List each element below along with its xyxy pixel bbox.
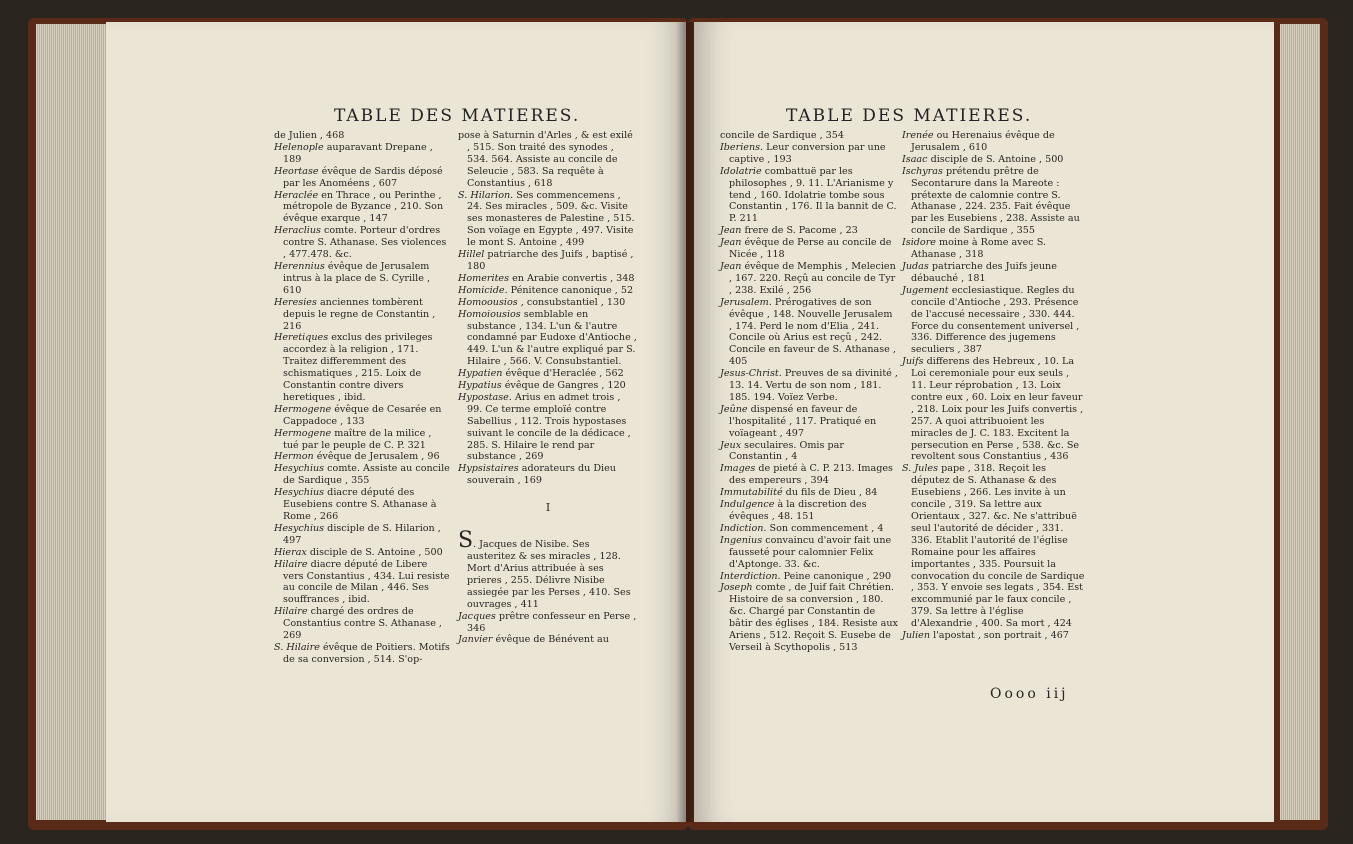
index-entry-term: S. Hilarion. bbox=[458, 189, 514, 201]
index-entry-term: Heraclée bbox=[274, 189, 319, 201]
index-entry bbox=[458, 273, 638, 285]
index-entry bbox=[274, 451, 450, 463]
index-entry-text: comte. Assiste au concile de Sardique , 355 bbox=[283, 463, 450, 487]
index-entry bbox=[720, 237, 898, 261]
index-entry-text: maître de la milice , tué par le peuple de C. P. 321 bbox=[283, 427, 432, 451]
index-entry bbox=[458, 190, 638, 250]
index-entry bbox=[274, 404, 450, 428]
index-entry bbox=[458, 528, 638, 611]
index-entry bbox=[902, 463, 1086, 630]
index-entry-term: Ischyras bbox=[902, 165, 943, 177]
open-book bbox=[28, 14, 1328, 834]
index-entry bbox=[458, 463, 638, 487]
index-entry bbox=[720, 571, 898, 583]
index-entry-text: patriarche des Juifs jeune débauché , 181 bbox=[911, 260, 1057, 284]
index-entry bbox=[274, 487, 450, 523]
index-entry-text: seculaires. Omis par Constantin , 4 bbox=[729, 439, 844, 463]
index-entry-text: exclus des privileges accordez à la religion , 171. Traitez differemment des schismatiques , 215. Loix de Constantin contre divers heretiques , ibid. bbox=[283, 332, 433, 403]
index-entry-term: Juifs bbox=[902, 356, 924, 368]
index-entry-text: Son commencement , 4 bbox=[766, 522, 884, 534]
index-entry-term: Isidore bbox=[902, 237, 936, 249]
index-entry-term: Jeûne bbox=[720, 403, 748, 415]
index-entry-text: ou Herenaius évêque de Jerusalem , 610 bbox=[911, 130, 1055, 153]
index-entry-text: frere de S. Pacome , 23 bbox=[741, 225, 858, 237]
index-entry bbox=[720, 130, 898, 142]
index-entry-text: diacre député de Libere vers Constantius , 434. Lui resiste au concile de Milan , 446. Ses souffrances , ibid. bbox=[283, 558, 450, 606]
index-entry-text: comte. Porteur d'ordres contre S. Athanase. Ses violences , 477.478. &c. bbox=[283, 225, 447, 261]
index-entry-term: Idolatrie bbox=[720, 165, 762, 177]
index-entry-text: disciple de S. Antoine , 500 bbox=[306, 546, 443, 558]
index-entry-term: Ingenius bbox=[720, 534, 763, 546]
index-entry-text: concile de Sardique , 354 bbox=[720, 130, 844, 141]
index-entry bbox=[458, 297, 638, 309]
index-entry-term: Hypatius bbox=[458, 380, 502, 392]
left-index-column-1 bbox=[274, 130, 450, 666]
index-entry-term: S. Jules bbox=[902, 463, 939, 475]
index-entry bbox=[720, 440, 898, 464]
index-section-letter: I bbox=[545, 501, 551, 515]
right-index-column-2 bbox=[902, 130, 1086, 642]
index-entry-text: diacre député des Eusebiens contre S. Athanase à Rome , 266 bbox=[283, 487, 437, 522]
left-index-column-2 bbox=[458, 130, 638, 646]
index-entry bbox=[458, 392, 638, 463]
index-entry bbox=[458, 130, 638, 190]
index-entry bbox=[902, 154, 1086, 166]
index-entry-text: . Jacques de Nisibe. Ses austeritez & ses miracles , 128. Mort d'Arius attribuée à ses prieres , 255. Délivre Nisibe assiegée par les Perses , 410. Ses ouvrages , 411 bbox=[467, 539, 631, 610]
index-entry bbox=[902, 237, 1086, 261]
index-entry bbox=[274, 166, 450, 190]
index-entry bbox=[274, 642, 450, 666]
page-signature: Oooo iij bbox=[990, 686, 1069, 702]
index-entry bbox=[458, 634, 638, 646]
index-entry-term: Jacques bbox=[458, 610, 496, 622]
index-entry bbox=[902, 166, 1086, 237]
index-entry-term: Hillel bbox=[458, 249, 485, 261]
index-entry-text: Pénitence canonique , 52 bbox=[507, 284, 634, 296]
index-entry-term: Hilaire bbox=[274, 606, 308, 618]
index-entry-term: Immutabilité bbox=[720, 487, 783, 499]
index-entry bbox=[274, 332, 450, 403]
index-entry-term: Irenée bbox=[902, 130, 934, 141]
index-entry bbox=[720, 523, 898, 535]
index-entry-term: Jean bbox=[720, 260, 742, 272]
index-entry bbox=[902, 356, 1086, 463]
index-entry-term: Hesychius bbox=[274, 463, 325, 475]
index-entry-text: l'apostat , son portrait , 467 bbox=[930, 630, 1069, 642]
index-entry bbox=[720, 463, 898, 487]
index-entry bbox=[720, 582, 898, 653]
index-entry bbox=[720, 142, 898, 166]
index-entry bbox=[902, 285, 1086, 356]
index-entry-text: comte , de Juif fait Chrétien. Histoire de sa conversion , 180. &c. Chargé par Constantin de bâtir des églises , 184. Resiste aux Ariens , 512. Reçoit S. Eusebe de Verseil à Scythopolis , 513 bbox=[729, 582, 898, 653]
index-entry-text: pape , 318. Reçoit les députez de S. Athanase & des Eusebiens , 266. Les invite à un concile , 319. Sa lettre aux Orientaux , 327. &c. Ne s'attribuë seul l'autorité de décider , 331. 336. Etablit l'autorité de l'église Romaine pour les affaires importantes , 335. Poursuit la convocation du concile de Sardique , 353. Y envoie ses legats , 354. Est excommunié par le faux concile , 379. Sa lettre à l'église d'Alexandrie , 400. Sa mort , 424 bbox=[911, 463, 1085, 630]
index-entry-term: Hermon bbox=[274, 451, 314, 463]
index-entry bbox=[274, 225, 450, 261]
index-entry-text: prétendu prêtre de Secontarure dans la Mareote : prétexte de calomnie contre S. Athanase , 224. 235. Fait évêque par les Eusebiens , 238. Assiste au concile de Sardique , 355 bbox=[911, 165, 1080, 237]
index-entry-term: Jean bbox=[720, 237, 742, 249]
index-entry-text: évêque de Memphis , Melecien , 167. 220. Reçû au concile de Tyr , 238. Exilé , 256 bbox=[729, 260, 896, 296]
index-entry-text: Preuves de sa divinité , 13. 14. Vertu de son nom , 181. 185. 194. Voïez Verbe. bbox=[729, 368, 898, 403]
index-entry-term: Indiction. bbox=[720, 522, 767, 534]
index-entry-text: à la discretion des évêques , 48. 151 bbox=[729, 499, 867, 522]
index-entry-term: Jean bbox=[720, 225, 742, 237]
index-entry-text: évêque d'Heraclée , 562 bbox=[502, 368, 624, 380]
index-entry-text: combattuë par les philosophes , 9. 11. L'Arianisme y tend , 160. Idolatrie tombe sous Constantin , 176. Il la bannit de C. P. 211 bbox=[729, 165, 897, 225]
index-entry-term: Homerites bbox=[458, 272, 510, 284]
index-entry-term: Hesychius bbox=[274, 487, 325, 499]
index-entry-term: Jugement bbox=[902, 284, 949, 296]
index-entry-text: dispensé en faveur de l'hospitalité , 117. Pratiqué en voïageant , 497 bbox=[729, 403, 877, 439]
index-entry-text: évêque de Sardis déposé par les Anoméens , 607 bbox=[283, 165, 443, 189]
index-entry bbox=[720, 487, 898, 499]
index-entry-text: Ses commencemens , 24. Ses miracles , 509. &c. Visite ses monasteres de Palestine , 515. Son voïage en Egypte , 497. Visite le mont S. Antoine , 499 bbox=[467, 189, 635, 249]
index-entry-text: disciple de S. Antoine , 500 bbox=[927, 153, 1064, 165]
index-entry bbox=[274, 190, 450, 226]
index-entry-term: Heresies bbox=[274, 296, 317, 308]
index-entry-term: Isaac bbox=[902, 153, 928, 165]
index-entry-term: Joseph bbox=[720, 582, 753, 594]
index-entry-term: Jeux bbox=[720, 439, 742, 451]
index-entry-text: en Arabie convertis , 348 bbox=[509, 272, 635, 284]
index-entry bbox=[458, 249, 638, 273]
index-entry-term: Interdiction. bbox=[720, 570, 781, 582]
index-entry bbox=[274, 547, 450, 559]
index-entry bbox=[720, 368, 898, 404]
index-entry bbox=[458, 380, 638, 392]
index-entry bbox=[720, 166, 898, 226]
index-entry-text: patriarche des Juifs , baptisé , 180 bbox=[467, 249, 634, 272]
index-entry-text: évêque de Perse au concile de Nicée , 118 bbox=[729, 237, 892, 261]
index-entry-text: ecclesiastique. Regles du concile d'Antioche , 293. Présence de l'accusé necessaire , 330. 444. Force du consentement universel , 336. Difference des jugemens seculiers , 387 bbox=[911, 284, 1080, 356]
index-entry-term: Heortase bbox=[274, 165, 319, 177]
index-entry bbox=[274, 463, 450, 487]
index-entry-text: Arius en admet trois , 99. Ce terme emploïé contre Sabellius , 112. Trois hypostases suivant le concile de la dédicace , 285. S. Hilaire le rend par substance , 269 bbox=[467, 391, 631, 463]
index-entry-text: differens des Hebreux , 10. La Loi ceremoniale pour eux seuls , 11. Leur réprobation , 13. Loix contre eux , 60. Loix en leur faveur , 218. Loix pour les Juifs convertis , 257. A quoi attribuoient les miracles de J. C. 183. Excitent la persecution en Perse , 538. &c. Se revoltent sous Constantius , 436 bbox=[911, 356, 1084, 463]
right-index-column-1 bbox=[720, 130, 898, 654]
left-page bbox=[106, 22, 686, 822]
index-entry-text: moine à Rome avec S. Athanase , 318 bbox=[911, 237, 1046, 261]
index-entry-term: Julien bbox=[902, 630, 931, 642]
index-entry-text: anciennes tombèrent depuis le regne de Constantin , 216 bbox=[283, 296, 436, 332]
index-entry bbox=[720, 225, 898, 237]
index-entry-term: S bbox=[458, 528, 474, 554]
index-entry bbox=[274, 261, 450, 297]
index-entry-term: Jerusalem. bbox=[720, 296, 772, 308]
index-entry bbox=[902, 130, 1086, 154]
index-entry-text: évêque de Jerusalem intrus à la place de S. Cyrille , 610 bbox=[283, 260, 431, 296]
index-entry bbox=[720, 297, 898, 368]
index-entry bbox=[720, 535, 898, 571]
index-entry bbox=[274, 297, 450, 333]
index-entry-text: évêque de Gangres , 120 bbox=[501, 380, 626, 392]
index-entry-term: Hermogene bbox=[274, 427, 332, 439]
index-entry bbox=[274, 428, 450, 452]
right-page bbox=[694, 22, 1274, 822]
index-entry-text: Peine canonique , 290 bbox=[780, 570, 892, 582]
index-entry bbox=[274, 523, 450, 547]
index-entry-text: évêque de Bénévent au bbox=[492, 634, 609, 646]
index-entry-text: évêque de Poitiers. Motifs de sa conversion , 514. S'op- bbox=[283, 641, 450, 665]
index-entry-term: Judas bbox=[902, 260, 929, 272]
index-entry-term: Hesychius bbox=[274, 522, 325, 534]
index-entry-term: Hilaire bbox=[274, 558, 308, 570]
index-entry-text: adorateurs du Dieu souverain , 169 bbox=[467, 463, 616, 487]
index-entry-term: Images bbox=[720, 463, 756, 475]
index-entry bbox=[720, 261, 898, 297]
index-entry-text: pose à Saturnin d'Arles , & est exilé , 515. Son traité des synodes , 534. 564. Assiste au concile de Seleucie , 583. Sa requête à Constantius , 618 bbox=[458, 130, 633, 189]
index-entry-text: en Thrace , ou Perinthe , métropole de Byzance , 210. Son évêque exarque , 147 bbox=[283, 189, 444, 225]
index-entry-term: Hierax bbox=[274, 546, 307, 558]
index-entry-term: Hypsistaires bbox=[458, 463, 519, 475]
index-entry bbox=[902, 630, 1086, 642]
index-entry-term: Jesus-Christ. bbox=[720, 368, 782, 380]
index-entry bbox=[458, 285, 638, 297]
index-entry-term: Homoiousios bbox=[458, 308, 521, 320]
index-entry-term: Hypostase. bbox=[458, 391, 512, 403]
index-entry-text: de pieté à C. P. 213. Images des empereurs , 394 bbox=[729, 463, 893, 487]
index-entry-term: Helenople bbox=[274, 141, 324, 153]
index-entry bbox=[458, 611, 638, 635]
index-entry-term: Heretiques bbox=[274, 332, 329, 344]
index-entry-text: évêque de Jerusalem , 96 bbox=[313, 451, 440, 463]
page-edges-left bbox=[36, 24, 112, 820]
index-entry-text: chargé des ordres de Constantius contre S. Athanase , 269 bbox=[283, 606, 442, 642]
index-entry bbox=[274, 130, 450, 142]
index-entry-term: Iberiens. bbox=[720, 141, 764, 153]
index-entry-text: Leur conversion par une captive , 193 bbox=[729, 141, 886, 165]
index-entry bbox=[458, 309, 638, 369]
left-page-header: TABLE DES MATIERES. bbox=[334, 106, 581, 126]
index-entry-text: prêtre confesseur en Perse , 346 bbox=[467, 610, 637, 634]
index-entry-term: Homoousios bbox=[458, 296, 518, 308]
index-entry-text: convaincu d'avoir fait une fausseté pour calomnier Felix d'Aptonge. 33. &c. bbox=[729, 534, 892, 570]
index-entry-term: Indulgence bbox=[720, 499, 775, 511]
index-entry bbox=[274, 559, 450, 607]
index-entry-term: Hypatien bbox=[458, 368, 503, 380]
index-entry-term: Herennius bbox=[274, 260, 325, 272]
index-entry-term: S. Hilaire bbox=[274, 641, 320, 653]
index-entry-text: disciple de S. Hilarion , 497 bbox=[283, 522, 441, 546]
index-entry-text: auparavant Drepane , 189 bbox=[283, 141, 433, 165]
page-edges-right bbox=[1280, 24, 1320, 820]
index-entry-text: évêque de Cesarée en Cappadoce , 133 bbox=[283, 403, 442, 427]
index-entry-term: Heraclius bbox=[274, 225, 321, 237]
index-entry-term: Homicide. bbox=[458, 284, 508, 296]
index-entry-text: Prérogatives de son évêque , 148. Nouvelle Jerusalem , 174. Perd le nom d'Elia , 241. Concile où Arius est reçû , 242. Concile en faveur de S. Athanase , 405 bbox=[729, 296, 896, 368]
index-entry-text: semblable en substance , 134. L'un & l'autre condamné par Eudoxe d'Antioche , 449. L'un & l'autre expliqué par S. Hilaire , 566. V. Consubstantiel. bbox=[467, 308, 637, 368]
index-entry bbox=[902, 261, 1086, 285]
index-entry-term: Hermogene bbox=[274, 403, 332, 415]
index-entry bbox=[458, 368, 638, 380]
index-entry bbox=[274, 142, 450, 166]
index-entry bbox=[274, 606, 450, 642]
index-entry-term: Janvier bbox=[458, 634, 493, 646]
index-entry-text: de Julien , 468 bbox=[274, 130, 345, 141]
right-page-header: TABLE DES MATIERES. bbox=[786, 106, 1033, 126]
index-entry bbox=[720, 404, 898, 440]
index-entry-text: , consubstantiel , 130 bbox=[517, 296, 626, 308]
index-entry-text: du fils de Dieu , 84 bbox=[782, 487, 878, 499]
index-entry bbox=[720, 499, 898, 523]
